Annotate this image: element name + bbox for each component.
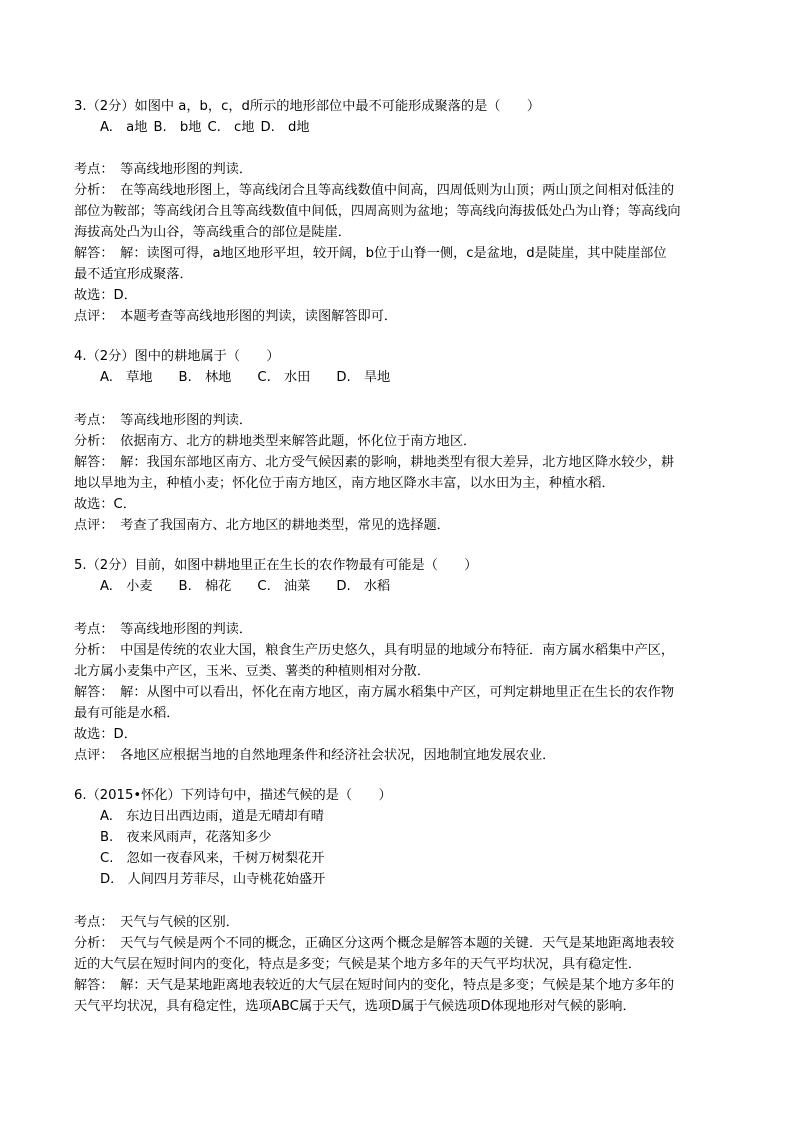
q6-fenxi-line: 分析： 天气与气候是两个不同的概念，正确区分这两个概念是解答本题的关键．天气是某地距离地表较: [74, 936, 675, 951]
q5-dianping: 点评： 各地区应根据当地的自然地理条件和经济社会状况，因地制宜地发展农业．: [74, 748, 556, 763]
q5-option-d: D. 水稻: [336, 579, 391, 594]
q6-kaodian: 考点： 天气与气候的区别．: [74, 915, 239, 930]
q4-question: 4.（2分）图中的耕地属于（ ）: [74, 349, 280, 364]
q3-option-b: B. b地: [153, 120, 202, 135]
q3-option-c: C. c地: [207, 120, 255, 135]
q4-jieda-line: 地以旱地为主，种植小麦；怀化位于南方地区，南方地区降水丰富，以水田为主，种植水稻．: [74, 476, 615, 491]
q4-option-b: B. 林地: [178, 370, 232, 385]
q4-option-a: A. 草地: [100, 370, 153, 385]
q6-fenxi-line: 近的大气层在短时间内的变化，特点是多变；气候是某个地方多年的天气平均状况，具有稳定性．: [74, 957, 642, 972]
q5-option-a: A. 小麦: [100, 579, 153, 594]
q6-option-c: C. 忽如一夜春风来，千树万树梨花开: [100, 851, 325, 866]
q5-fenxi-line: 北方属小麦集中产区，玉米、豆类、薯类的种植则相对分散．: [74, 664, 431, 679]
q3-options: [100, 117, 310, 138]
q6-jieda-line: 解答： 解：天气是某地距离地表较近的大气层在短时间内的变化，特点是多变；气候是某个地方多年的: [74, 978, 675, 993]
q3-fenxi-line: 海拔高处凸为山谷，等高线重合的部位是陡崖．: [74, 225, 351, 240]
q3-fenxi-line: 分析： 在等高线地形图上，等高线闭合且等高线数值中间高，四周低则为山顶；两山顶之间相对低洼的: [74, 183, 675, 198]
q4-option-d: D. 旱地: [336, 370, 391, 385]
q5-options: [100, 576, 390, 597]
q3-option-d: D. d地: [260, 120, 310, 135]
q3-option-a: A. a地: [100, 120, 148, 135]
q4-dianping: 点评： 考查了我国南方、北方地区的耕地类型，常见的选择题．: [74, 518, 450, 533]
q5-answer: 故选：D．: [74, 727, 137, 742]
q5-option-b: B. 棉花: [178, 579, 232, 594]
q3-fenxi-line: 部位为鞍部；等高线闭合且等高线数值中间低，四周高则为盆地；等高线向海拔低处凸为山脊；等高线向: [74, 204, 681, 219]
q3-dianping: 点评： 本题考查等高线地形图的判读，读图解答即可．: [74, 309, 398, 324]
q3-jieda-line: 解答： 解：读图可得，a地区地形平坦，较开阔，b位于山脊一侧，c是盆地，d是陡崖，其中陡崖部位: [74, 246, 667, 261]
q3-question: 3.（2分）如图中 a，b，c，d所示的地形部位中最不可能形成聚落的是（ ）: [74, 99, 541, 114]
q3-jieda-line: 最不适宜形成聚落．: [74, 267, 193, 282]
q3-answer: 故选：D．: [74, 288, 137, 303]
q4-options: [100, 367, 390, 388]
q4-jieda-line: 解答： 解：我国东部地区南方、北方受气候因素的影响，耕地类型有很大差异，北方地区降水较少，耕: [74, 455, 675, 470]
q6-jieda-line: 天气平均状况，具有稳定性，选项ABC属于天气，选项D属于气候选项D体现地形对气候的影响．: [74, 999, 636, 1014]
q3-kaodian: 考点： 等高线地形图的判读．: [74, 162, 253, 177]
q4-fenxi-line: 分析： 依据南方、北方的耕地类型来解答此题，怀化位于南方地区．: [74, 434, 477, 449]
q5-question: 5.（2分）目前，如图中耕地里正在生长的农作物最有可能是（ ）: [74, 558, 478, 573]
q4-option-c: C. 水田: [257, 370, 311, 385]
q6-option-b: B. 夜来风雨声，花落知多少: [100, 830, 272, 845]
q5-kaodian: 考点： 等高线地形图的判读．: [74, 622, 253, 637]
q5-jieda-line: 最有可能是水稻．: [74, 706, 180, 721]
q4-answer: 故选：C．: [74, 497, 136, 512]
q5-option-c: C. 油菜: [257, 579, 311, 594]
q5-fenxi-line: 分析： 中国是传统的农业大国，粮食生产历史悠久，具有明显的地域分布特征．南方属水稻集中产区，: [74, 643, 675, 658]
q4-kaodian: 考点： 等高线地形图的判读．: [74, 413, 253, 428]
q6-option-a: A. 东边日出西边雨，道是无晴却有晴: [100, 809, 324, 824]
q5-jieda-line: 解答： 解：从图中可以看出，怀化在南方地区，南方属水稻集中产区，可判定耕地里正在生长的农作物: [74, 685, 675, 700]
q6-question: 6.（2015•怀化）下列诗句中，描述气候的是（ ）: [74, 788, 392, 803]
q6-option-d: D. 人间四月芳菲尽，山寺桃花始盛开: [100, 872, 326, 887]
